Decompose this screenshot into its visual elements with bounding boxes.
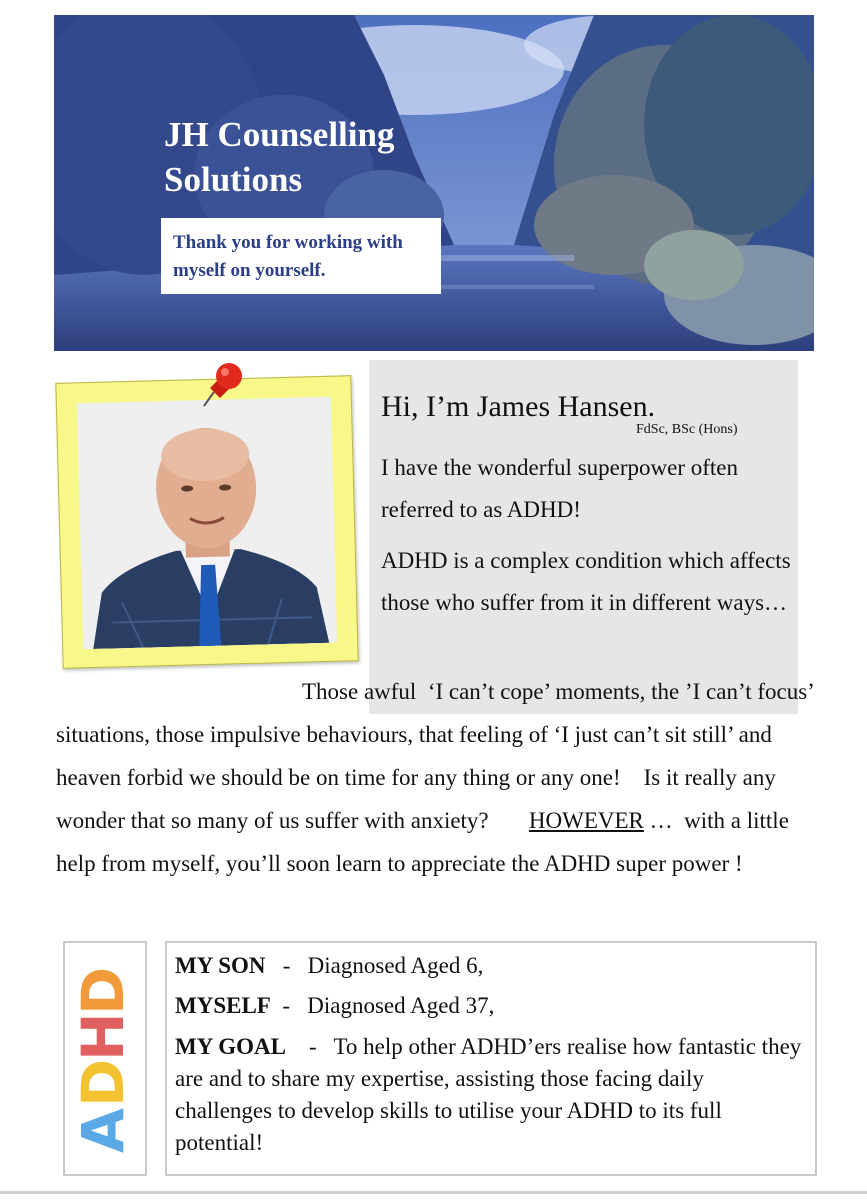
body-part-1: Those awful ‘I can’t cope’ moments, the ’I can’t focus’ situations, those impulsive behaviours, that feeling of ‘I just can’t sit still’ and heaven forbid we should be on time for any thing or any one! Is it really any wonder that so many of us suffer with anxiety? (56, 679, 819, 833)
adhd-letter-a: A (69, 1108, 137, 1153)
fact-son-label: MY SON (175, 953, 266, 978)
however-emphasis: HOWEVER (528, 808, 644, 833)
facts-box (165, 941, 817, 1176)
adhd-logo-box (63, 941, 147, 1176)
credentials: FdSc, BSc (Hons) (636, 422, 738, 437)
intro-paragraph-1: I have the wonderful superpower often referred to as ADHD! (381, 455, 739, 522)
intro-paragraph-2: ADHD is a complex condition which affects those who suffer from it in different ways… (381, 548, 791, 615)
header-banner (54, 15, 814, 351)
fact-son-text: - Diagnosed Aged 6, (265, 953, 484, 978)
fact-myself-label: MYSELF (175, 993, 271, 1018)
body-part-2: … with a little help from myself, you’ll soon learn to appreciate the ADHD super power ! (56, 808, 795, 876)
brand-title-line1: JH Counselling (164, 115, 395, 154)
tagline-box (161, 218, 441, 294)
brand-title (164, 112, 484, 202)
adhd-logo (65, 943, 145, 1174)
page-bottom-divider (0, 1191, 867, 1194)
adhd-letter-d1: D (69, 1058, 137, 1107)
fact-son (175, 949, 803, 982)
fact-goal (175, 1031, 808, 1159)
fact-myself-text: - Diagnosed Aged 37, (270, 993, 495, 1018)
push-pin-icon (196, 358, 248, 410)
portrait-photo (77, 397, 337, 650)
adhd-letter-d2: D (69, 966, 137, 1015)
adhd-letter-h: H (69, 1012, 137, 1061)
photo-sticky-note (55, 375, 358, 669)
fact-myself (175, 989, 803, 1022)
tagline: Thank you for working with myself on yourself. (173, 232, 403, 281)
portrait-illustration (77, 397, 337, 650)
fact-goal-label: MY GOAL (175, 1034, 286, 1059)
body-paragraph (56, 670, 819, 885)
greeting-heading: Hi, I’m James Hansen. (381, 390, 656, 423)
fact-goal-text: - To help other ADHD’ers realise how fantastic they are and to share my expertise, assisting those facing daily challenges to develop skills to utilise your ADHD to its full potential! (175, 1034, 808, 1155)
brand-title-line2: Solutions (164, 160, 303, 199)
